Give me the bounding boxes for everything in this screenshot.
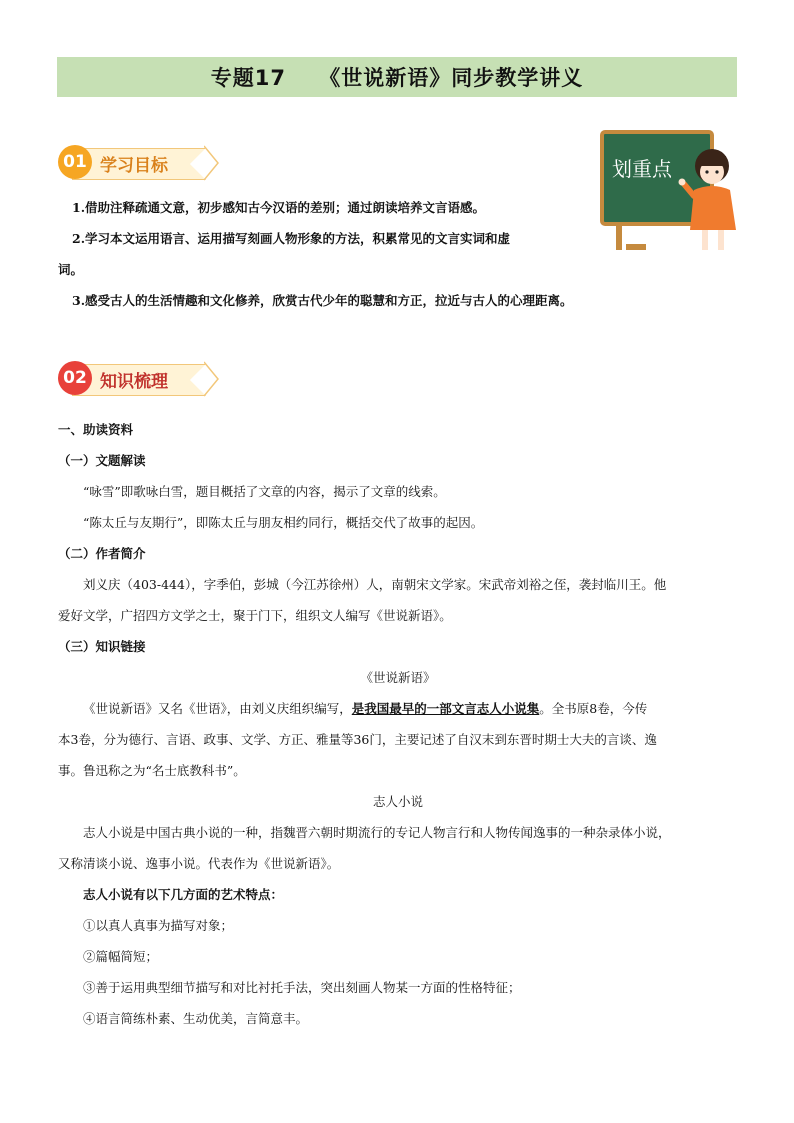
title-bar (57, 57, 737, 97)
section-header-knowledge (58, 358, 218, 398)
section-number: 01 (58, 145, 92, 179)
list-item: ②篇幅简短； (83, 949, 159, 964)
teacher-illustration-icon (598, 126, 740, 256)
goal-item: 词。 (58, 262, 84, 277)
banner-tail-icon (204, 144, 220, 182)
paragraph: 事。鲁迅称之为“名士底教科书”。 (58, 763, 246, 778)
knowledge-content (58, 414, 738, 1034)
heading-2: （一）文题解读 (58, 453, 146, 468)
list-item: ①以真人真事为描写对象； (83, 918, 234, 933)
text-run: 。全书原8卷，今传 (539, 701, 648, 716)
section-header-goals (58, 142, 218, 182)
page-title: 专题17 《世说新语》同步教学讲义 (210, 66, 584, 90)
heading-2: （三）知识链接 (58, 639, 146, 654)
section-label: 知识梳理 (100, 372, 168, 392)
paragraph: 刘义庆（403-444），字季伯，彭城（今江苏徐州）人，南朝宋文学家。宋武帝刘裕之侄，袭封临川王。他 (83, 577, 667, 592)
heading-2: （二）作者简介 (58, 546, 146, 561)
list-item: ③善于运用典型细节描写和对比衬托手法，突出刻画人物某一方面的性格特征； (83, 980, 521, 995)
section-label: 学习目标 (100, 156, 168, 176)
paragraph: “咏雪”即歌咏白雪，题目概括了文章的内容，揭示了文章的线索。 (83, 484, 446, 499)
underlined-text: 是我国最早的一部文言志人小说集 (351, 701, 540, 716)
paragraph (58, 693, 738, 724)
heading-1: 一、助读资料 (58, 422, 134, 437)
subheading: 《世说新语》 (360, 670, 436, 685)
banner-tail-icon (204, 360, 220, 398)
paragraph: 爱好文学，广招四方文学之士，聚于门下，组织文人编写《世说新语》。 (58, 608, 452, 623)
paragraph: 志人小说是中国古典小说的一种，指魏晋六朝时期流行的专记人物言行和人物传闻逸事的一种杂录体小说， (83, 825, 671, 840)
learning-goals (58, 192, 598, 316)
section-number: 02 (58, 361, 92, 395)
list-item: ④语言简练朴素、生动优美，言简意丰。 (83, 1011, 309, 1026)
text-run: 《世说新语》又名《世语》，由刘义庆组织编写， (83, 701, 352, 716)
goal-item: 2.学习本文运用语言、运用描写刻画人物形象的方法，积累常见的文言实词和虚 (72, 231, 511, 246)
paragraph: 又称清谈小说、逸事小说。代表作为《世说新语》。 (58, 856, 340, 871)
paragraph: 志人小说有以下几方面的艺术特点： (83, 887, 284, 902)
goal-item: 1.借助注释疏通文意，初步感知古今汉语的差别；通过朗读培养文言语感。 (72, 200, 486, 215)
paragraph: 本3卷，分为德行、言语、政事、文学、方正、雅量等36门，主要记述了自汉末到东晋时期士大夫的言谈、逸 (58, 732, 657, 747)
goal-item: 3.感受古人的生活情趣和文化修养，欣赏古代少年的聪慧和方正，拉近与古人的心理距离。 (72, 293, 573, 308)
board-text: 划重点 (612, 157, 672, 181)
paragraph: “陈太丘与友期行”，即陈太丘与朋友相约同行，概括交代了故事的起因。 (83, 515, 484, 530)
subheading: 志人小说 (372, 794, 423, 809)
